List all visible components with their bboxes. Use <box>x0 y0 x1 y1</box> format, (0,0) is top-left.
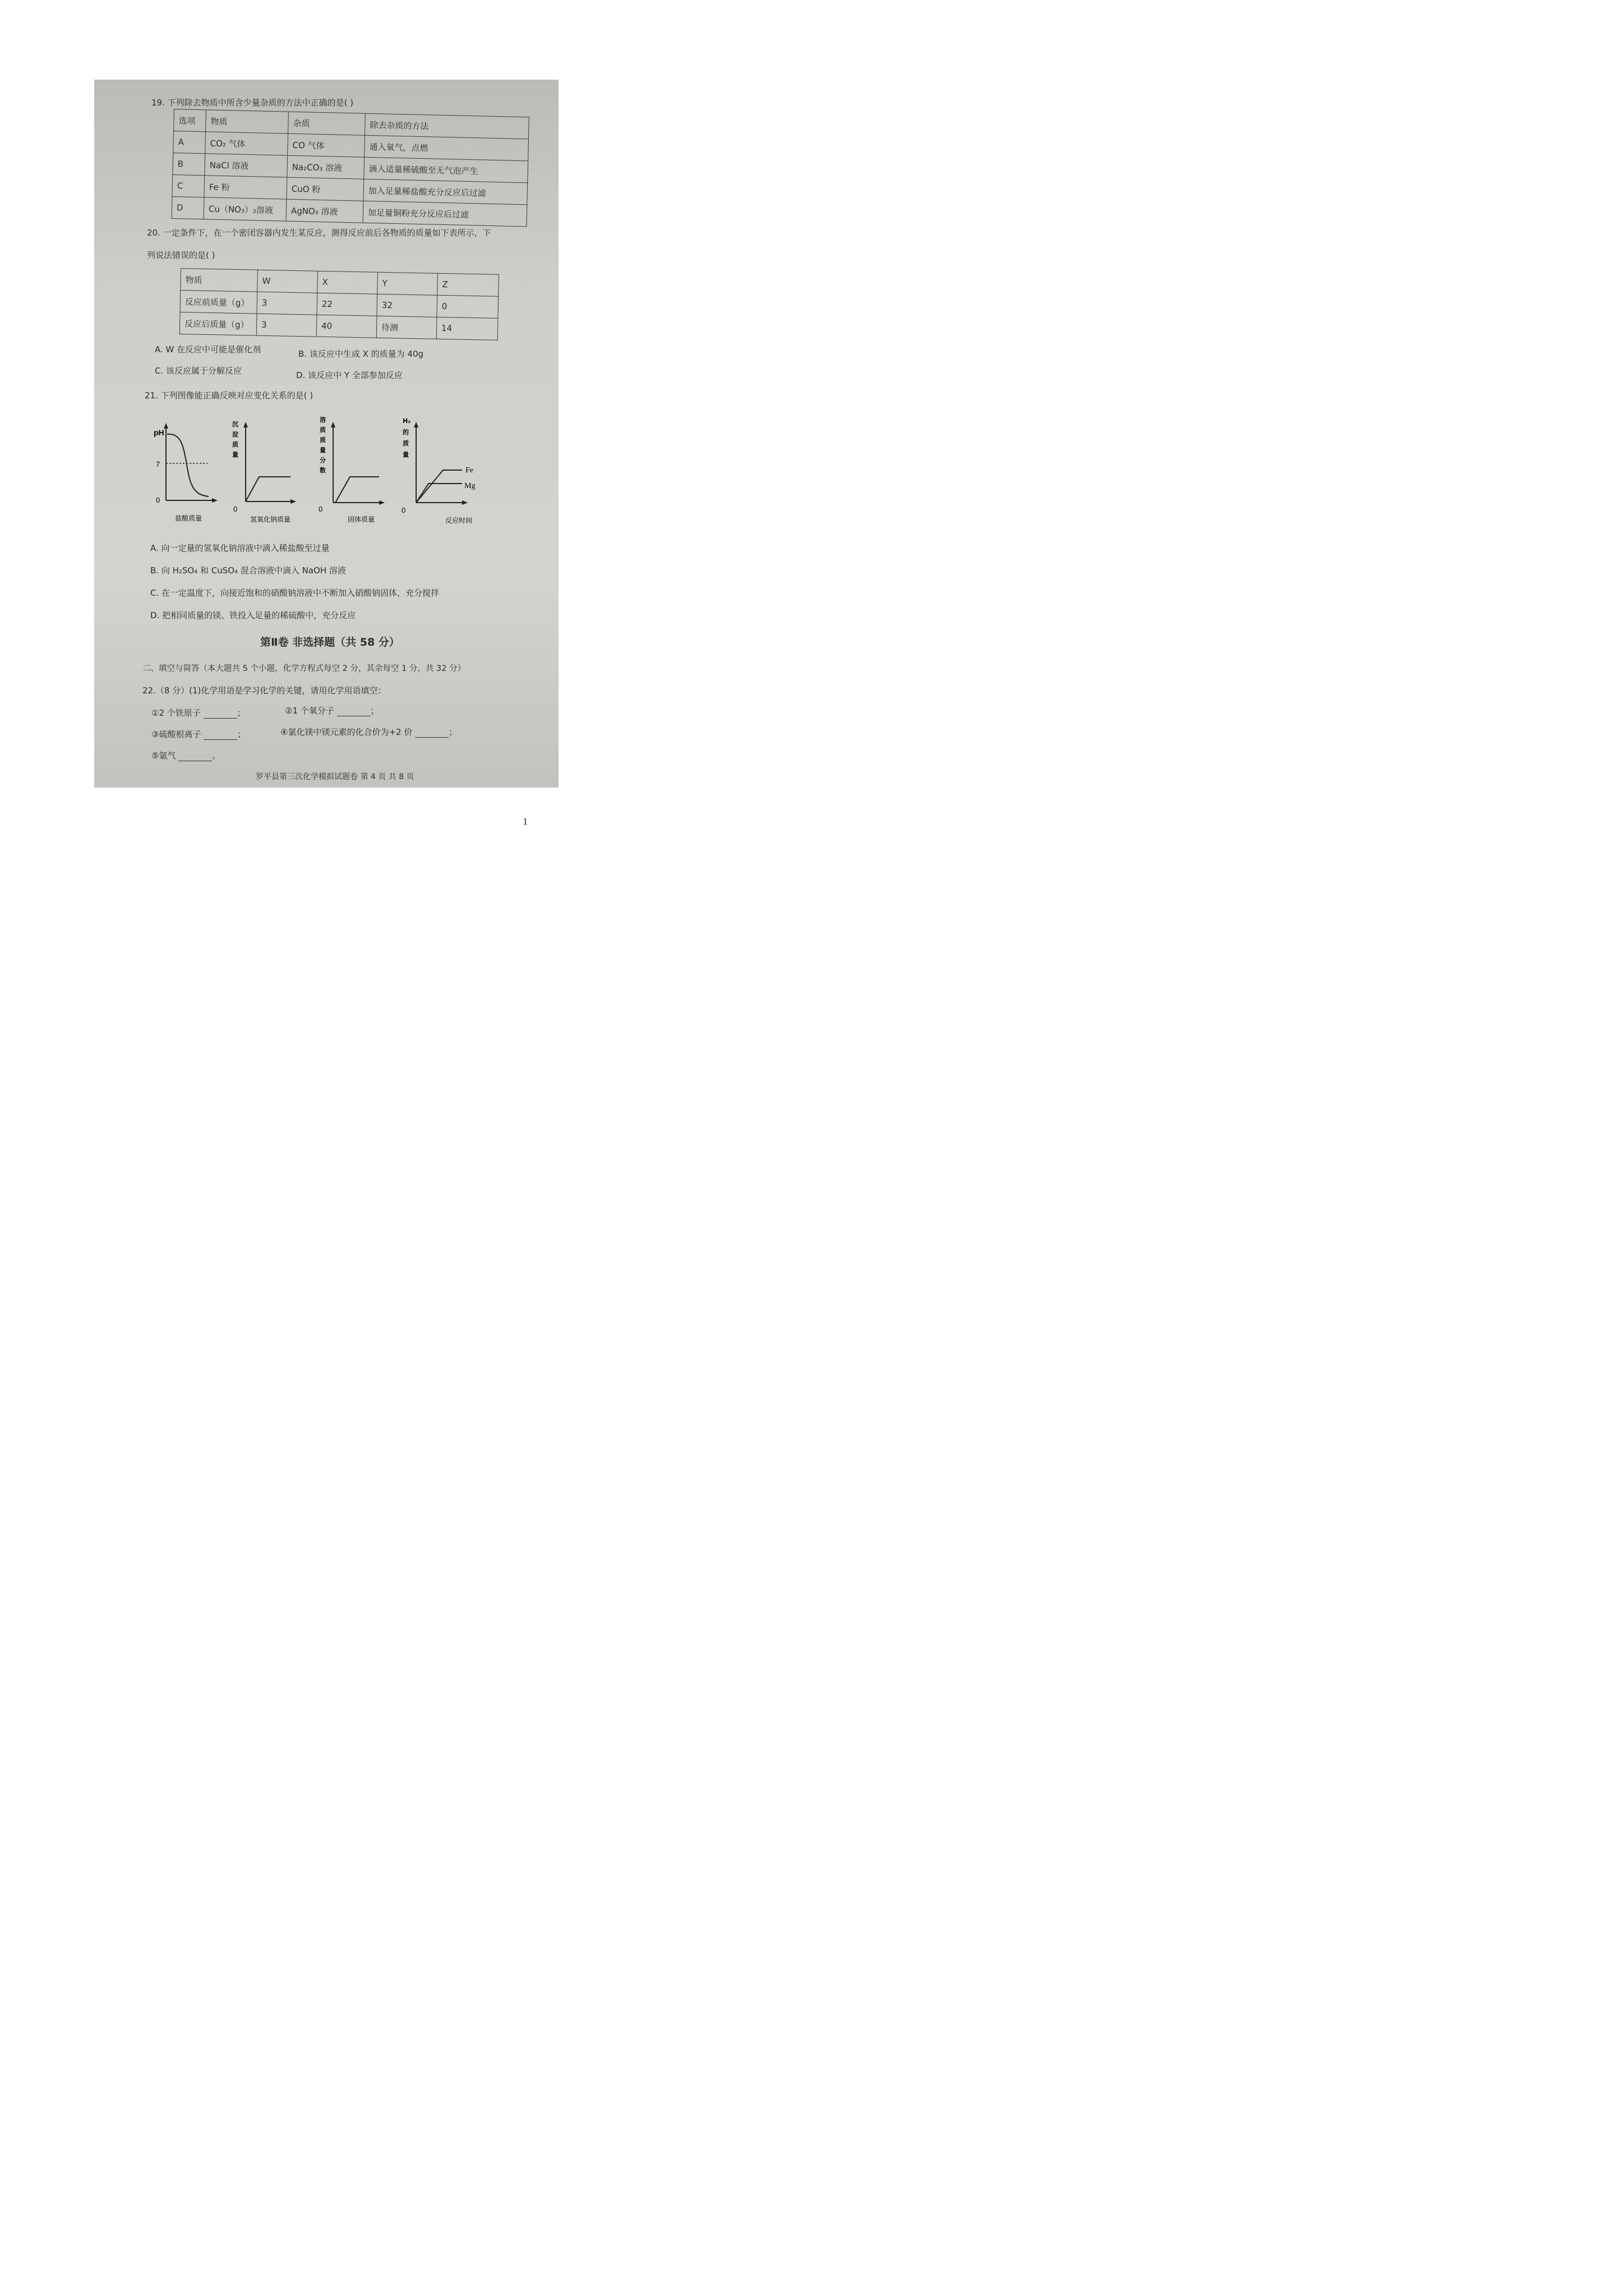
x-axis-arrow <box>212 498 218 503</box>
q22-item-3-label: ③硫酸根离子 <box>151 729 201 739</box>
q19-header-option: 选项 <box>174 109 206 132</box>
q22-item-4-semicolon: ； <box>449 727 458 737</box>
graph-c-ylabel-5: 分 <box>320 457 326 464</box>
table-cell: 3 <box>256 314 317 337</box>
table-cell: Fe 粉 <box>204 176 287 199</box>
fraction-line <box>335 477 379 503</box>
fe-line <box>416 470 462 503</box>
graph-b-precipitate <box>224 414 297 524</box>
graph-c-xlabel: 固体质量 <box>347 516 375 523</box>
graph-b-xlabel: 氢氧化钠质量 <box>250 516 291 523</box>
graph-d-ylabel-2: 的 <box>403 429 409 436</box>
exam-page-photo <box>94 80 559 788</box>
answer-blank[interactable] <box>204 710 237 719</box>
q19-table <box>172 109 529 227</box>
table-cell: CO₂ 气体 <box>205 132 288 155</box>
graph-b-ylabel-1: 沉 <box>232 421 238 428</box>
graph-d-ylabel <box>403 417 413 458</box>
section-heading: 二、填空与简答（本大题共 5 个小题，化学方程式每空 2 分，其余每空 1 分，共 32 分） <box>142 664 465 673</box>
q22-item-2 <box>285 705 379 716</box>
q20-option-c: C. 该反应属于分解反应 <box>155 366 242 376</box>
graph-c-ylabel-6: 数 <box>320 467 326 474</box>
graph-a-ph <box>146 416 219 523</box>
table-cell: D <box>172 196 204 219</box>
graph-d-ylabel-1: H₂ <box>403 417 411 425</box>
table-cell: 32 <box>377 294 437 317</box>
graph-c-ylabel-4: 量 <box>320 447 326 454</box>
page-footer: 罗平县第三次化学模拟试题卷 第 4 页 共 8 页 <box>256 772 414 781</box>
graph-c-ylabel-1: 溶 <box>320 416 326 424</box>
table-cell: Z <box>437 273 499 296</box>
table-cell: Cu（NO₃）₂溶液 <box>204 197 287 221</box>
graph-d-hydrogen <box>397 414 487 526</box>
graph-d-series-fe: Fe <box>465 466 473 475</box>
table-cell: 40 <box>316 315 377 338</box>
table-cell: 3 <box>257 292 317 315</box>
x-axis-arrow <box>379 500 385 505</box>
table-cell: 通入氧气，点燃 <box>365 135 529 161</box>
table-cell: 22 <box>317 293 377 316</box>
table-cell: 反应前质量（g） <box>180 291 257 314</box>
graph-d-ylabel-3: 质 <box>403 440 409 447</box>
y-axis-arrow <box>414 422 418 427</box>
graph-d-series-mg: Mg <box>464 482 476 490</box>
q20-option-d: D. 该反应中 Y 全部参加反应 <box>296 370 403 380</box>
q22-item-4-label: ④氯化镁中镁元素的化合价为+2 价 <box>280 727 413 737</box>
q20-option-b: B. 该反应中生成 X 的质量为 40g <box>298 349 424 359</box>
q21-option-a: A. 向一定量的氢氧化钠溶液中滴入稀盐酸至过量 <box>150 543 330 553</box>
q22-item-1 <box>151 707 246 719</box>
table-cell: C <box>172 174 205 197</box>
graph-d-origin: 0 <box>402 506 406 514</box>
graph-b-ylabel-4: 量 <box>232 451 238 458</box>
table-cell: 反应后质量（g） <box>179 312 257 335</box>
graph-a-tick7: 7 <box>156 460 160 468</box>
q19-stem: 19. 下列除去物质中所含少量杂质的方法中正确的是( ) <box>151 98 354 108</box>
graph-b-ylabel <box>232 420 241 458</box>
x-axis-arrow <box>462 500 468 505</box>
table-cell: A <box>173 131 206 154</box>
graph-c-origin: 0 <box>319 505 323 513</box>
graph-c-ylabel-2: 质 <box>320 426 326 434</box>
q22-item-1-label: ①2 个铁原子 <box>151 708 201 718</box>
q19-header-substance: 物质 <box>206 110 289 134</box>
q22-item-3 <box>151 728 246 740</box>
part2-title: 第Ⅱ卷 非选择题（共 58 分） <box>260 636 400 648</box>
answer-blank[interactable] <box>178 753 212 761</box>
precipitate-line <box>246 477 291 501</box>
q20-table <box>179 268 499 341</box>
graph-c-mass-fraction <box>313 414 386 524</box>
graph-c-ylabel-3: 质 <box>320 436 326 444</box>
q21-option-d: D. 把相同质量的镁、铁投入足量的稀硫酸中，充分反应 <box>150 610 356 620</box>
q22-item-5-period: 。 <box>212 751 221 761</box>
graph-a-origin: 0 <box>156 496 160 504</box>
q22-item-5 <box>151 749 220 761</box>
table-cell: 14 <box>436 317 498 340</box>
graph-c-ylabel <box>320 416 328 474</box>
table-cell: 待测 <box>376 316 437 339</box>
y-axis-arrow <box>243 422 248 427</box>
answer-blank[interactable] <box>204 731 237 740</box>
graph-b-ylabel-3: 质 <box>232 441 238 448</box>
table-cell: 加入足量稀盐酸充分反应后过滤 <box>363 179 528 205</box>
q19-header-impurity: 杂质 <box>288 112 366 135</box>
table-cell: AgNO₃ 溶液 <box>286 199 363 223</box>
graph-d-ylabel-4: 量 <box>403 451 409 458</box>
answer-blank[interactable] <box>337 708 371 716</box>
table-cell: 滴入适量稀硫酸至无气泡产生 <box>364 157 528 183</box>
q19-header-method: 除去杂质的方法 <box>365 113 529 139</box>
q22-item-2-semicolon: ； <box>370 706 379 716</box>
table-cell: CO 气体 <box>288 134 365 157</box>
graph-b-origin: 0 <box>233 505 238 513</box>
q22-item-1-semicolon: ； <box>237 708 246 718</box>
answer-blank[interactable] <box>415 729 449 738</box>
graph-d-xlabel: 反应时间 <box>445 517 473 524</box>
q22-item-3-semicolon: ； <box>237 729 246 739</box>
table-cell: B <box>173 153 205 175</box>
q21-stem: 21. 下列图像能正确反映对应变化关系的是( ) <box>145 390 313 401</box>
table-cell: NaCl 溶液 <box>205 154 288 177</box>
table-cell: 0 <box>437 295 499 318</box>
q20-stem-line2: 列说法错误的是( ) <box>147 250 215 260</box>
q20-option-a: A. W 在反应中可能是催化剂 <box>155 344 261 355</box>
q20-stem-line1: 20. 一定条件下，在一个密闭容器内发生某反应，测得反应前后各物质的质量如下表所示，下 <box>147 228 491 238</box>
y-axis-arrow <box>164 423 168 429</box>
q22-item-4 <box>280 726 457 738</box>
y-axis-arrow <box>331 422 335 427</box>
graph-b-ylabel-2: 淀 <box>232 431 238 438</box>
q21-option-c: C. 在一定温度下，向接近饱和的硝酸钠溶液中不断加入硝酸钠固体，充分搅拌 <box>150 588 440 598</box>
graph-a-ylabel: pH <box>154 428 164 437</box>
table-cell: Y <box>377 272 438 295</box>
document-page-number: 1 <box>523 817 528 827</box>
table-cell: Na₂CO₃ 溶液 <box>287 155 365 179</box>
mg-line <box>416 484 462 503</box>
q22-item-5-label: ⑤氩气 <box>151 751 176 761</box>
table-cell: W <box>257 270 318 293</box>
table-cell: 加足量铜粉充分反应后过滤 <box>363 201 527 227</box>
q21-option-b: B. 向 H₂SO₄ 和 CuSO₄ 混合溶液中滴入 NaOH 溶液 <box>150 565 346 576</box>
table-cell: X <box>317 271 378 294</box>
table-cell: CuO 粉 <box>287 177 364 201</box>
q22-item-2-label: ②1 个氧分子 <box>285 706 334 716</box>
q22-stem: 22.（8 分）(1)化学用语是学习化学的关键，请用化学用语填空： <box>142 685 386 696</box>
x-axis-arrow <box>291 499 296 504</box>
ph-curve <box>167 434 209 496</box>
q20-header-substance: 物质 <box>181 269 258 292</box>
graph-a-xlabel: 盐酸质量 <box>174 514 202 522</box>
